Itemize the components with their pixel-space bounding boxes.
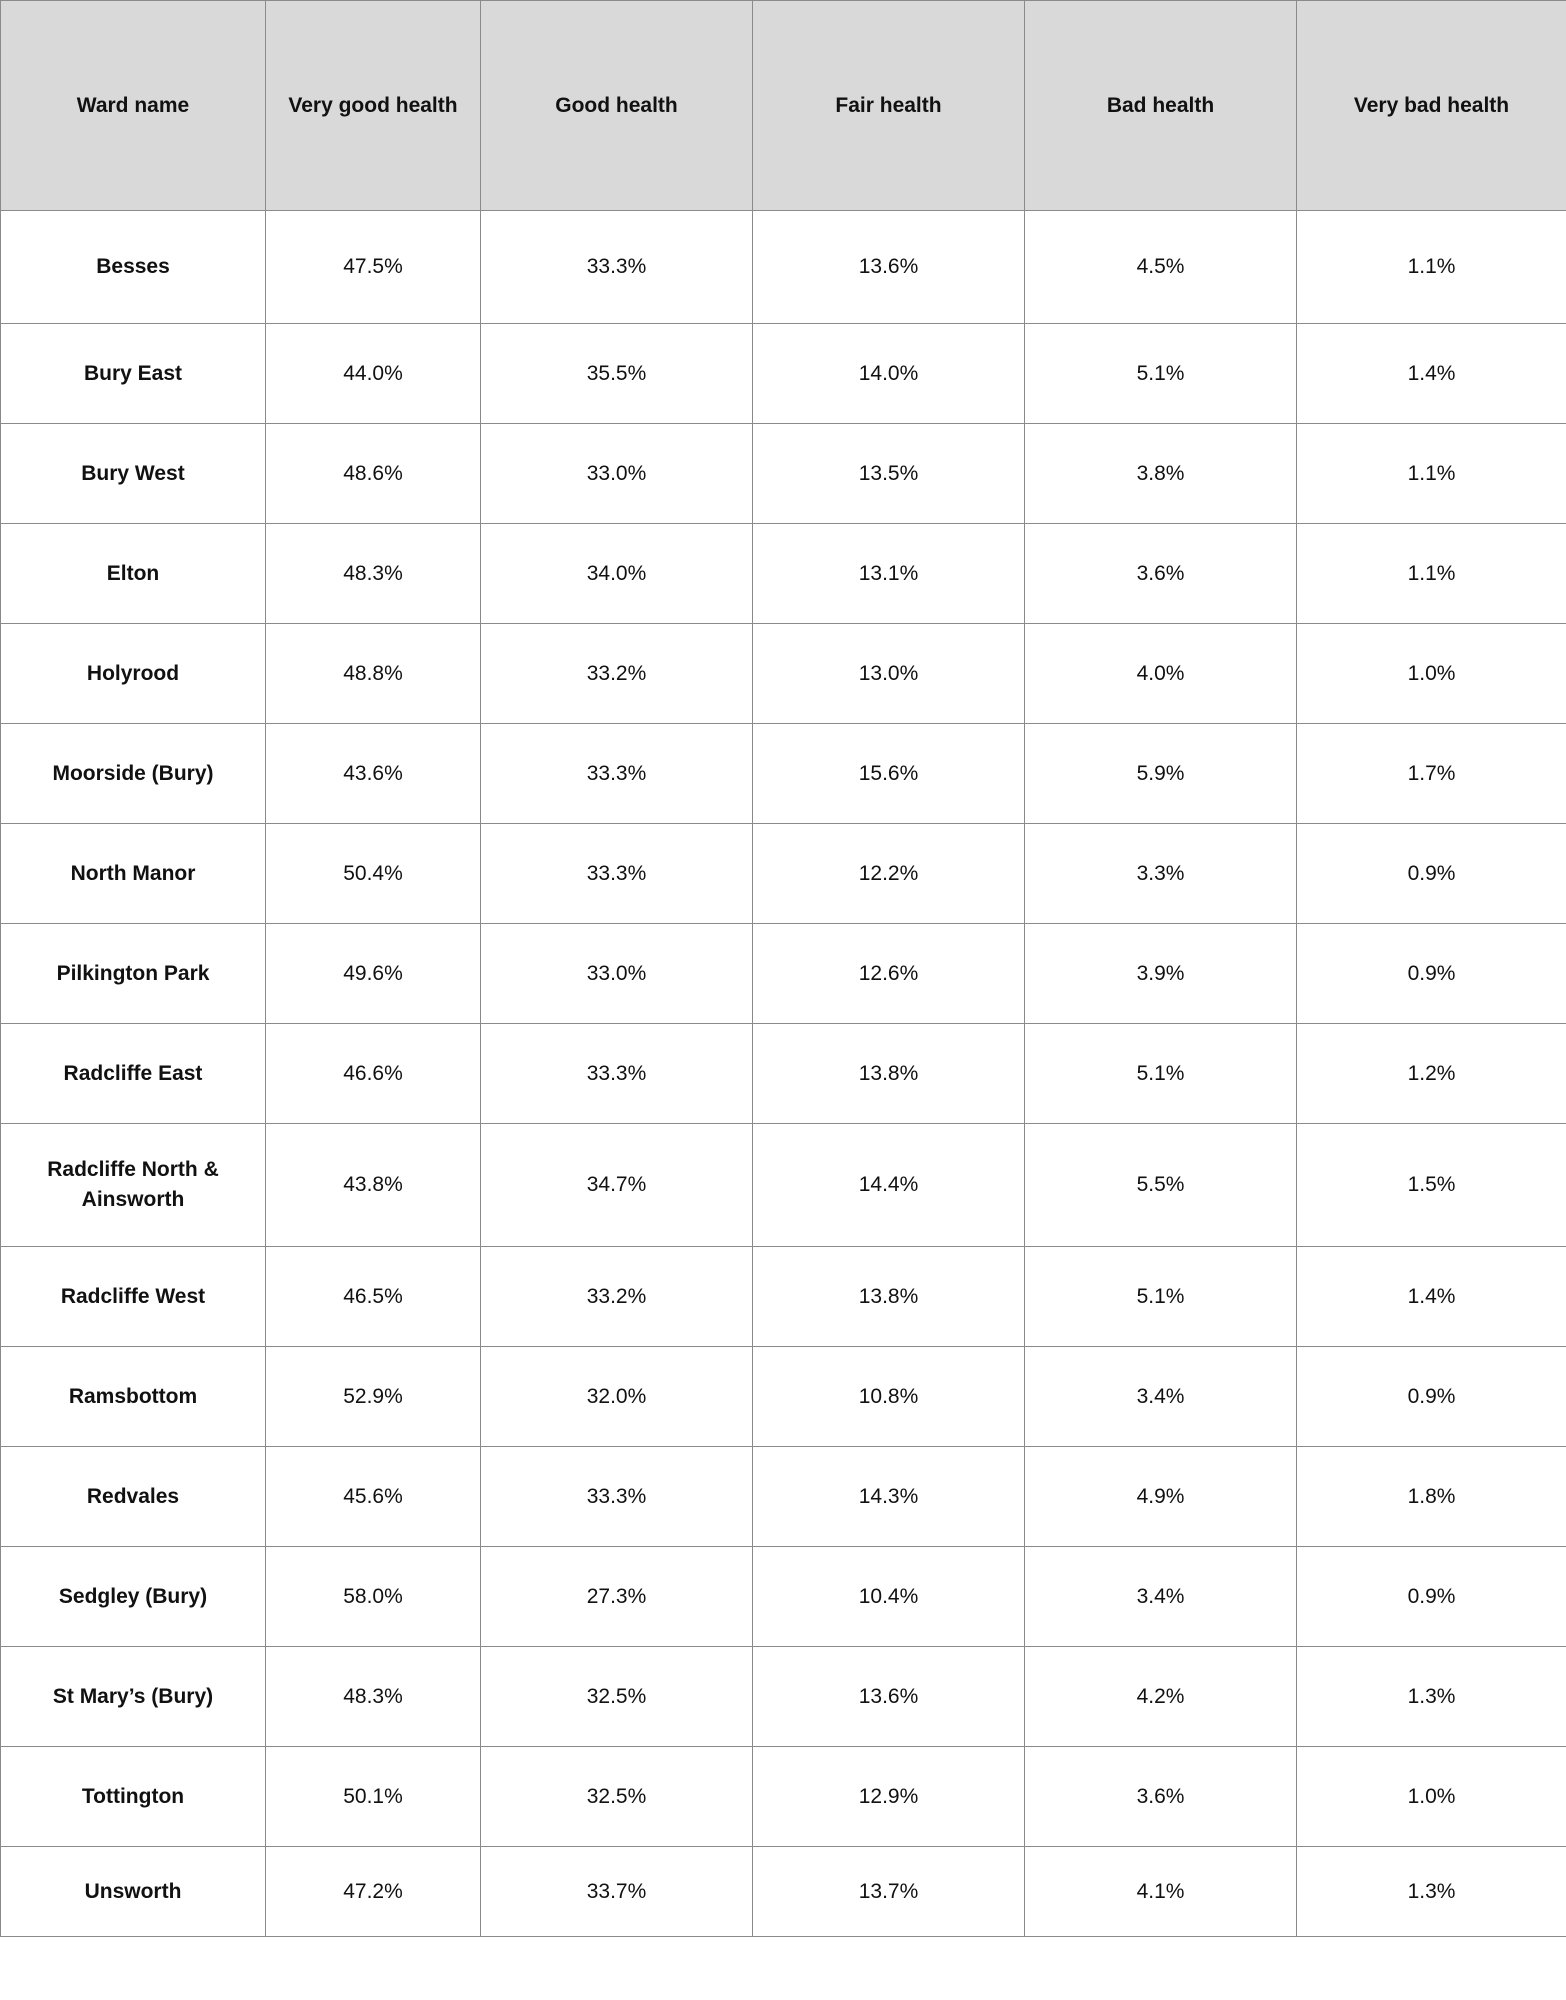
cell-very-good-health: 48.8% bbox=[266, 624, 481, 724]
cell-bad-health: 5.5% bbox=[1025, 1124, 1297, 1247]
cell-bad-health: 5.1% bbox=[1025, 1247, 1297, 1347]
cell-fair-health: 12.2% bbox=[753, 824, 1025, 924]
cell-very-good-health: 43.6% bbox=[266, 724, 481, 824]
cell-good-health: 27.3% bbox=[481, 1547, 753, 1647]
cell-good-health: 33.7% bbox=[481, 1847, 753, 1937]
cell-bad-health: 3.6% bbox=[1025, 1747, 1297, 1847]
table-row bbox=[1, 924, 1566, 1024]
cell-bad-health: 4.0% bbox=[1025, 624, 1297, 724]
cell-very-bad-health: 1.0% bbox=[1297, 624, 1566, 724]
cell-very-good-health: 49.6% bbox=[266, 924, 481, 1024]
cell-fair-health: 14.0% bbox=[753, 324, 1025, 424]
cell-ward-name: Radcliffe West bbox=[1, 1247, 266, 1347]
header-ward-name: Ward name bbox=[1, 1, 266, 211]
cell-fair-health: 14.4% bbox=[753, 1124, 1025, 1247]
cell-very-good-health: 58.0% bbox=[266, 1547, 481, 1647]
cell-bad-health: 3.6% bbox=[1025, 524, 1297, 624]
cell-bad-health: 5.1% bbox=[1025, 324, 1297, 424]
table-row bbox=[1, 211, 1566, 324]
table-row bbox=[1, 624, 1566, 724]
cell-ward-name: Elton bbox=[1, 524, 266, 624]
table-row bbox=[1, 324, 1566, 424]
cell-very-bad-health: 0.9% bbox=[1297, 924, 1566, 1024]
table-row bbox=[1, 1247, 1566, 1347]
header-good-health: Good health bbox=[481, 1, 753, 211]
cell-very-good-health: 52.9% bbox=[266, 1347, 481, 1447]
cell-ward-name: Ramsbottom bbox=[1, 1347, 266, 1447]
cell-very-good-health: 43.8% bbox=[266, 1124, 481, 1247]
cell-fair-health: 14.3% bbox=[753, 1447, 1025, 1547]
cell-bad-health: 4.1% bbox=[1025, 1847, 1297, 1937]
cell-very-good-health: 45.6% bbox=[266, 1447, 481, 1547]
cell-bad-health: 4.5% bbox=[1025, 211, 1297, 324]
cell-bad-health: 3.4% bbox=[1025, 1547, 1297, 1647]
table-row bbox=[1, 1847, 1566, 1937]
cell-good-health: 33.3% bbox=[481, 724, 753, 824]
header-fair-health: Fair health bbox=[753, 1, 1025, 211]
cell-ward-name: Sedgley (Bury) bbox=[1, 1547, 266, 1647]
cell-fair-health: 13.8% bbox=[753, 1024, 1025, 1124]
cell-good-health: 35.5% bbox=[481, 324, 753, 424]
cell-bad-health: 4.2% bbox=[1025, 1647, 1297, 1747]
cell-good-health: 33.0% bbox=[481, 924, 753, 1024]
cell-bad-health: 3.8% bbox=[1025, 424, 1297, 524]
header-very-good-health: Very good health bbox=[266, 1, 481, 211]
cell-very-bad-health: 1.7% bbox=[1297, 724, 1566, 824]
table-row bbox=[1, 1024, 1566, 1124]
cell-very-good-health: 47.2% bbox=[266, 1847, 481, 1937]
cell-fair-health: 13.0% bbox=[753, 624, 1025, 724]
cell-fair-health: 12.9% bbox=[753, 1747, 1025, 1847]
cell-bad-health: 5.9% bbox=[1025, 724, 1297, 824]
cell-bad-health: 3.4% bbox=[1025, 1347, 1297, 1447]
header-very-bad-health: Very bad health bbox=[1297, 1, 1566, 211]
cell-fair-health: 13.8% bbox=[753, 1247, 1025, 1347]
cell-ward-name: Holyrood bbox=[1, 624, 266, 724]
cell-ward-name: Pilkington Park bbox=[1, 924, 266, 1024]
cell-bad-health: 4.9% bbox=[1025, 1447, 1297, 1547]
cell-very-bad-health: 0.9% bbox=[1297, 1347, 1566, 1447]
cell-good-health: 33.3% bbox=[481, 824, 753, 924]
cell-bad-health: 3.9% bbox=[1025, 924, 1297, 1024]
cell-very-bad-health: 1.3% bbox=[1297, 1647, 1566, 1747]
cell-good-health: 33.3% bbox=[481, 1447, 753, 1547]
cell-very-bad-health: 1.4% bbox=[1297, 1247, 1566, 1347]
cell-good-health: 32.5% bbox=[481, 1747, 753, 1847]
header-row bbox=[1, 1, 1566, 211]
cell-very-bad-health: 1.0% bbox=[1297, 1747, 1566, 1847]
cell-fair-health: 15.6% bbox=[753, 724, 1025, 824]
cell-ward-name: Bury West bbox=[1, 424, 266, 524]
cell-very-bad-health: 0.9% bbox=[1297, 1547, 1566, 1647]
cell-very-bad-health: 1.3% bbox=[1297, 1847, 1566, 1937]
cell-fair-health: 13.7% bbox=[753, 1847, 1025, 1937]
cell-very-bad-health: 0.9% bbox=[1297, 824, 1566, 924]
cell-fair-health: 13.5% bbox=[753, 424, 1025, 524]
cell-very-good-health: 46.6% bbox=[266, 1024, 481, 1124]
cell-very-good-health: 46.5% bbox=[266, 1247, 481, 1347]
cell-ward-name: Bury East bbox=[1, 324, 266, 424]
cell-fair-health: 10.4% bbox=[753, 1547, 1025, 1647]
cell-ward-name: Redvales bbox=[1, 1447, 266, 1547]
cell-good-health: 33.3% bbox=[481, 211, 753, 324]
cell-ward-name: St Mary’s (Bury) bbox=[1, 1647, 266, 1747]
cell-good-health: 34.7% bbox=[481, 1124, 753, 1247]
cell-good-health: 33.2% bbox=[481, 624, 753, 724]
cell-good-health: 33.3% bbox=[481, 1024, 753, 1124]
cell-ward-name: Radcliffe East bbox=[1, 1024, 266, 1124]
cell-very-good-health: 50.1% bbox=[266, 1747, 481, 1847]
header-bad-health: Bad health bbox=[1025, 1, 1297, 211]
table-row bbox=[1, 824, 1566, 924]
cell-fair-health: 12.6% bbox=[753, 924, 1025, 1024]
cell-very-good-health: 47.5% bbox=[266, 211, 481, 324]
table-row bbox=[1, 1747, 1566, 1847]
table-row bbox=[1, 424, 1566, 524]
table-row bbox=[1, 1547, 1566, 1647]
cell-good-health: 32.0% bbox=[481, 1347, 753, 1447]
cell-ward-name: North Manor bbox=[1, 824, 266, 924]
cell-very-bad-health: 1.2% bbox=[1297, 1024, 1566, 1124]
table-row bbox=[1, 1347, 1566, 1447]
cell-good-health: 34.0% bbox=[481, 524, 753, 624]
cell-very-bad-health: 1.1% bbox=[1297, 424, 1566, 524]
cell-very-bad-health: 1.1% bbox=[1297, 524, 1566, 624]
table-row bbox=[1, 724, 1566, 824]
cell-ward-name: Radcliffe North & Ainsworth bbox=[1, 1124, 266, 1247]
cell-fair-health: 13.6% bbox=[753, 211, 1025, 324]
cell-ward-name: Tottington bbox=[1, 1747, 266, 1847]
cell-good-health: 33.0% bbox=[481, 424, 753, 524]
cell-bad-health: 5.1% bbox=[1025, 1024, 1297, 1124]
cell-very-good-health: 48.3% bbox=[266, 524, 481, 624]
table-row bbox=[1, 1647, 1566, 1747]
table-row bbox=[1, 1124, 1566, 1247]
cell-fair-health: 13.6% bbox=[753, 1647, 1025, 1747]
cell-good-health: 32.5% bbox=[481, 1647, 753, 1747]
cell-ward-name: Unsworth bbox=[1, 1847, 266, 1937]
cell-ward-name: Moorside (Bury) bbox=[1, 724, 266, 824]
cell-fair-health: 13.1% bbox=[753, 524, 1025, 624]
cell-very-bad-health: 1.1% bbox=[1297, 211, 1566, 324]
cell-good-health: 33.2% bbox=[481, 1247, 753, 1347]
cell-ward-name: Besses bbox=[1, 211, 266, 324]
cell-fair-health: 10.8% bbox=[753, 1347, 1025, 1447]
cell-very-good-health: 48.3% bbox=[266, 1647, 481, 1747]
table-row bbox=[1, 1447, 1566, 1547]
cell-very-bad-health: 1.5% bbox=[1297, 1124, 1566, 1247]
cell-very-good-health: 44.0% bbox=[266, 324, 481, 424]
cell-very-good-health: 50.4% bbox=[266, 824, 481, 924]
cell-very-bad-health: 1.8% bbox=[1297, 1447, 1566, 1547]
table-row bbox=[1, 524, 1566, 624]
cell-very-bad-health: 1.4% bbox=[1297, 324, 1566, 424]
cell-very-good-health: 48.6% bbox=[266, 424, 481, 524]
cell-bad-health: 3.3% bbox=[1025, 824, 1297, 924]
